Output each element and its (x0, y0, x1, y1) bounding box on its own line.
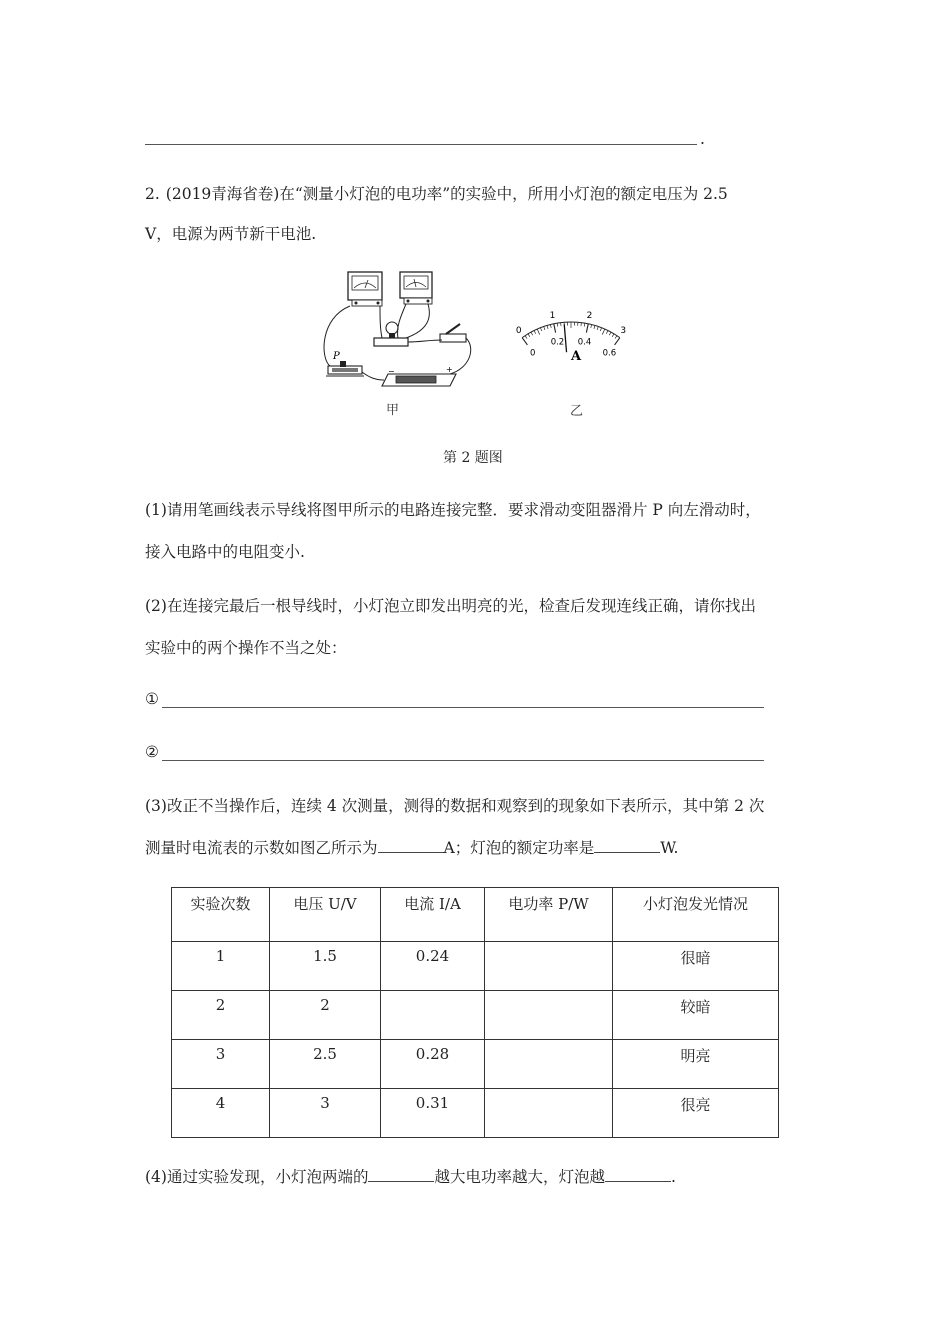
dial-label-top: 0 (515, 325, 522, 336)
question-intro-line2: V，电源为两节新干电池. (145, 225, 317, 243)
dial-tick (557, 323, 558, 326)
header-current: 电流 I/A (381, 888, 485, 942)
cell: 0.28 (381, 1040, 485, 1089)
part1-line2: 接入电路中的电阻变小. (145, 543, 305, 561)
dial-tick (591, 325, 592, 328)
header-brightness: 小灯泡发光情况 (613, 888, 779, 942)
dial-unit: A (571, 349, 582, 364)
cell-power[interactable] (485, 991, 613, 1040)
dial-tick (522, 338, 527, 345)
battery-box (382, 365, 456, 386)
cell-power[interactable] (485, 1089, 613, 1138)
current-blank[interactable] (378, 838, 444, 853)
dial-tick (600, 328, 601, 331)
dial-label-bottom: 0.2 (550, 337, 565, 348)
svg-text:−: − (388, 367, 395, 376)
cell-power[interactable] (485, 1040, 613, 1089)
dial-label-bottom: 0 (529, 348, 536, 359)
dial-tick (534, 331, 536, 334)
dial-label-bottom: 0.6 (602, 348, 617, 359)
cell: 2.5 (270, 1040, 381, 1089)
cell: 很暗 (613, 942, 779, 991)
dial-tick (554, 324, 556, 333)
part3-line2 (145, 838, 815, 858)
rated-power-blank[interactable] (594, 838, 660, 853)
part4-line (145, 1167, 815, 1187)
header-voltage: 电压 U/V (270, 888, 381, 942)
cell: 明亮 (613, 1040, 779, 1089)
voltmeter-device (348, 272, 382, 306)
dial-label-top: 2 (586, 310, 593, 321)
dial-tick (606, 331, 608, 334)
slider-label: P (333, 351, 340, 362)
switch-device (440, 324, 466, 342)
part4-text-a: (4)通过实验发现，小灯泡两端的 (145, 1168, 369, 1186)
part3-line1: (3)改正不当操作后，连续 4 次测量，测得的数据和观察到的现象如下表所示，其中第 2 次 (145, 797, 765, 815)
dial-tick (615, 338, 620, 345)
dial-label-bottom: 0.4 (577, 337, 592, 348)
answer-blank-1[interactable] (162, 707, 764, 708)
cell-power[interactable] (485, 942, 613, 991)
question-number: 2. (145, 185, 160, 203)
dial-tick (615, 336, 617, 339)
part1-line1: (1)请用笔画线表示导线将图甲所示的电路连接完整．要求滑动变阻器滑片 P 向左滑动时， (145, 501, 761, 519)
rheostat-device (326, 351, 364, 376)
dial-tick (525, 336, 527, 339)
dial-tick (586, 324, 588, 333)
quantity-blank[interactable] (368, 1167, 434, 1182)
answer-blank-2[interactable] (162, 760, 764, 761)
table-row (172, 991, 779, 1040)
cell: 1 (172, 942, 270, 991)
header-trial: 实验次数 (172, 888, 270, 942)
part2-line1: (2)在连接完最后一根导线时，小灯泡立即发出明亮的光，检查后发现连线正确，请你找出 (145, 597, 756, 615)
cell: 2 (172, 991, 270, 1040)
cell: 0.24 (381, 942, 485, 991)
dial-tick (609, 332, 611, 335)
part3-line2-a: 测量时电流表的示数如图乙所示为 (145, 839, 378, 857)
dial-tick (544, 327, 545, 330)
dial-tick (528, 334, 530, 337)
part3-line2-c: W. (660, 839, 679, 857)
figure-caption: 第 2 题图 (443, 450, 503, 466)
cell: 0.31 (381, 1089, 485, 1138)
brightness-blank[interactable] (605, 1167, 671, 1182)
cell: 1.5 (270, 942, 381, 991)
data-table (171, 887, 779, 1138)
ammeter-device (400, 272, 432, 304)
cell: 较暗 (613, 991, 779, 1040)
dial-tick (540, 328, 541, 331)
cell-current[interactable] (381, 991, 485, 1040)
dial-tick (612, 334, 614, 337)
answer-line-top[interactable] (145, 144, 697, 145)
table-row (172, 1089, 779, 1138)
table-row (172, 942, 779, 991)
blank2-label: ② (145, 743, 159, 761)
table-row (172, 1040, 779, 1089)
part3-line2-b: A；灯泡的额定功率是 (443, 839, 595, 857)
dial-tick (597, 327, 598, 330)
answer-line-end-mark: . (700, 130, 705, 148)
dial-needle (564, 324, 566, 352)
dial-label-top: 1 (549, 310, 556, 321)
dial-tick (584, 323, 585, 326)
question-intro-line1: (2019青海省卷)在“测量小灯泡的电功率”的实验中，所用小灯泡的额定电压为 2.5 (165, 185, 728, 203)
bulb-device (374, 322, 408, 346)
dial-tick (594, 325, 595, 328)
cell: 3 (270, 1089, 381, 1138)
part2-line2: 实验中的两个操作不当之处： (145, 639, 347, 657)
blank1-label: ① (145, 690, 159, 708)
dial-tick (550, 325, 551, 328)
figure-left-label: 甲 (386, 403, 400, 418)
cell: 4 (172, 1089, 270, 1138)
part4-text-c: . (670, 1168, 676, 1186)
cell: 很亮 (613, 1089, 779, 1138)
question-intro (145, 184, 815, 204)
dial-tick (531, 332, 533, 335)
part4-text-b: 越大电功率越大，灯泡越 (434, 1168, 605, 1186)
svg-text:+: + (446, 365, 453, 374)
ammeter-dial (505, 296, 645, 366)
cell: 2 (270, 991, 381, 1040)
table-header-row (172, 888, 779, 942)
circuit-diagram (300, 268, 480, 398)
dial-tick (537, 329, 539, 334)
dial-label-top: 3 (620, 325, 627, 336)
cell: 3 (172, 1040, 270, 1089)
dial-tick (602, 329, 604, 334)
figure-right-label: 乙 (570, 404, 584, 419)
header-power: 电功率 P/W (485, 888, 613, 942)
dial-tick (547, 325, 548, 328)
